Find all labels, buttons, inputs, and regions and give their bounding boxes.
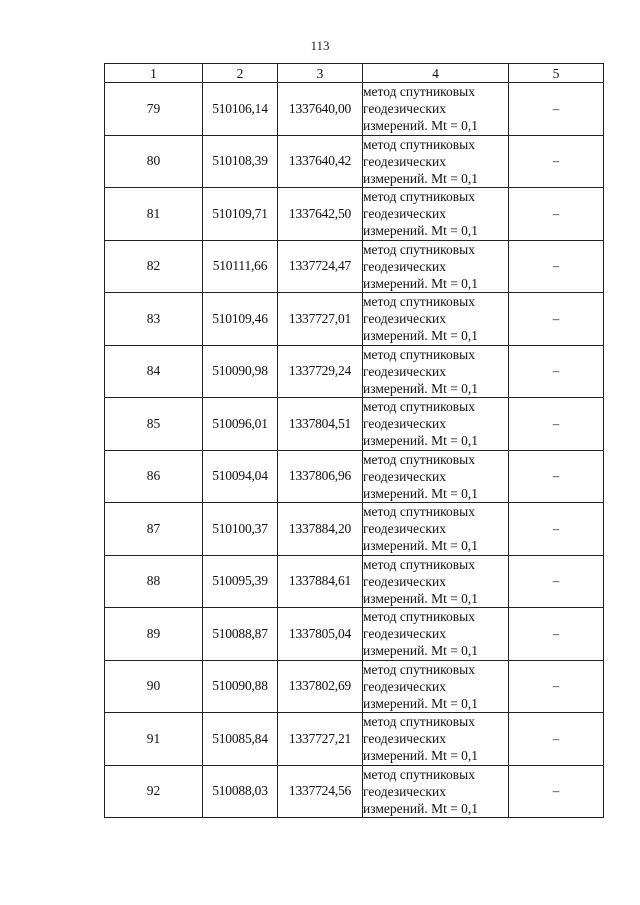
method-line: геодезических — [363, 363, 446, 379]
column-5-value: – — [509, 293, 604, 346]
method-line: измерений. Mt = 0,1 — [363, 275, 479, 291]
coordinate-y: 1337884,20 — [278, 503, 363, 556]
method-line: геодезических — [363, 678, 446, 694]
coordinate-x: 510109,46 — [203, 293, 278, 346]
method-line: геодезических — [363, 468, 446, 484]
coordinate-x: 510090,98 — [203, 345, 278, 398]
point-number: 80 — [105, 135, 203, 188]
column-header-1: 1 — [105, 64, 203, 83]
coordinates-table — [104, 63, 604, 818]
coordinate-y: 1337802,69 — [278, 660, 363, 713]
coordinate-y: 1337640,00 — [278, 83, 363, 136]
method-description — [363, 293, 509, 346]
method-description — [363, 450, 509, 503]
method-description — [363, 660, 509, 713]
table-header-row — [105, 64, 604, 83]
table-body — [105, 83, 604, 818]
table-row — [105, 135, 604, 188]
coordinate-x: 510085,84 — [203, 713, 278, 766]
method-description — [363, 83, 509, 136]
method-line: метод спутниковых — [363, 451, 475, 467]
method-description — [363, 398, 509, 451]
table-row — [105, 503, 604, 556]
coordinate-x: 510111,66 — [203, 240, 278, 293]
method-description — [363, 188, 509, 241]
coordinate-y: 1337727,21 — [278, 713, 363, 766]
point-number: 88 — [105, 555, 203, 608]
coordinate-y: 1337724,47 — [278, 240, 363, 293]
table-row — [105, 240, 604, 293]
method-line: измерений. Mt = 0,1 — [363, 328, 479, 343]
method-line: метод спутниковых — [363, 661, 475, 677]
column-5-value: – — [509, 450, 604, 503]
column-5-value: – — [509, 83, 604, 136]
table-row — [105, 555, 604, 608]
method-description — [363, 713, 509, 766]
method-line: геодезических — [363, 626, 446, 641]
method-description — [363, 503, 509, 556]
method-line: измерений. Mt = 0,1 — [363, 800, 479, 816]
point-number: 84 — [105, 345, 203, 398]
page-number: 113 — [310, 38, 330, 53]
column-5-value: – — [509, 135, 604, 188]
method-line: метод спутниковых — [363, 189, 475, 204]
method-line: метод спутниковых — [363, 84, 475, 99]
column-header-4: 4 — [363, 64, 509, 83]
method-line: метод спутниковых — [363, 609, 475, 624]
method-line: измерений. Mt = 0,1 — [363, 118, 479, 133]
method-description — [363, 135, 509, 188]
method-line: метод спутниковых — [363, 556, 475, 572]
coordinate-y: 1337805,04 — [278, 608, 363, 661]
point-number: 90 — [105, 660, 203, 713]
coordinate-y: 1337727,01 — [278, 293, 363, 346]
column-5-value: – — [509, 555, 604, 608]
method-description — [363, 608, 509, 661]
coordinate-x: 510109,71 — [203, 188, 278, 241]
method-line: геодезических — [363, 206, 446, 221]
table-row — [105, 608, 604, 661]
point-number: 87 — [105, 503, 203, 556]
method-description — [363, 240, 509, 293]
coordinate-y: 1337806,96 — [278, 450, 363, 503]
method-line: метод спутниковых — [363, 294, 475, 309]
column-header-3: 3 — [278, 64, 363, 83]
method-description — [363, 345, 509, 398]
column-5-value: – — [509, 345, 604, 398]
method-line: метод спутниковых — [363, 241, 475, 257]
column-5-value: – — [509, 503, 604, 556]
coordinate-y: 1337642,50 — [278, 188, 363, 241]
method-line: измерений. Mt = 0,1 — [363, 590, 479, 606]
column-5-value: – — [509, 240, 604, 293]
coordinate-y: 1337804,51 — [278, 398, 363, 451]
method-line: измерений. Mt = 0,1 — [363, 485, 479, 501]
table-row — [105, 188, 604, 241]
coordinate-y: 1337884,61 — [278, 555, 363, 608]
method-description — [363, 555, 509, 608]
point-number: 91 — [105, 713, 203, 766]
coordinate-x: 510100,37 — [203, 503, 278, 556]
method-line: геодезических — [363, 731, 446, 746]
table-row — [105, 398, 604, 451]
method-line: метод спутниковых — [363, 399, 475, 414]
method-line: геодезических — [363, 416, 446, 431]
column-5-value: – — [509, 660, 604, 713]
method-line: геодезических — [363, 101, 446, 116]
point-number: 85 — [105, 398, 203, 451]
point-number: 83 — [105, 293, 203, 346]
column-5-value: – — [509, 608, 604, 661]
coordinate-x: 510096,01 — [203, 398, 278, 451]
table-row — [105, 345, 604, 398]
method-line: измерений. Mt = 0,1 — [363, 748, 479, 763]
column-5-value: – — [509, 188, 604, 241]
column-5-value: – — [509, 398, 604, 451]
table-row — [105, 450, 604, 503]
method-description — [363, 765, 509, 818]
method-line: геодезических — [363, 783, 446, 799]
method-line: измерений. Mt = 0,1 — [363, 223, 479, 238]
coordinate-x: 510094,04 — [203, 450, 278, 503]
point-number: 89 — [105, 608, 203, 661]
coordinate-x: 510108,39 — [203, 135, 278, 188]
table-row — [105, 765, 604, 818]
method-line: измерений. Mt = 0,1 — [363, 538, 479, 553]
column-header-2: 2 — [203, 64, 278, 83]
point-number: 81 — [105, 188, 203, 241]
method-line: измерений. Mt = 0,1 — [363, 170, 479, 186]
point-number: 82 — [105, 240, 203, 293]
method-line: геодезических — [363, 521, 446, 536]
method-line: геодезических — [363, 311, 446, 326]
coordinate-x: 510088,87 — [203, 608, 278, 661]
method-line: измерений. Mt = 0,1 — [363, 433, 479, 448]
coordinate-y: 1337724,56 — [278, 765, 363, 818]
method-line: измерений. Mt = 0,1 — [363, 695, 479, 711]
method-line: метод спутниковых — [363, 766, 475, 782]
method-line: метод спутниковых — [363, 136, 475, 152]
point-number: 79 — [105, 83, 203, 136]
table-row — [105, 83, 604, 136]
table-row — [105, 660, 604, 713]
method-line: измерений. Mt = 0,1 — [363, 643, 479, 658]
column-5-value: – — [509, 765, 604, 818]
method-line: измерений. Mt = 0,1 — [363, 380, 479, 396]
method-line: метод спутниковых — [363, 346, 475, 362]
coordinate-y: 1337729,24 — [278, 345, 363, 398]
coordinate-x: 510095,39 — [203, 555, 278, 608]
point-number: 86 — [105, 450, 203, 503]
method-line: метод спутниковых — [363, 504, 475, 519]
method-line: геодезических — [363, 153, 446, 169]
column-5-value: – — [509, 713, 604, 766]
coordinate-x: 510106,14 — [203, 83, 278, 136]
coordinate-x: 510088,03 — [203, 765, 278, 818]
method-line: геодезических — [363, 573, 446, 589]
column-header-5: 5 — [509, 64, 604, 83]
coordinate-x: 510090,88 — [203, 660, 278, 713]
method-line: метод спутниковых — [363, 714, 475, 729]
point-number: 92 — [105, 765, 203, 818]
coordinate-y: 1337640,42 — [278, 135, 363, 188]
table-row — [105, 713, 604, 766]
table-row — [105, 293, 604, 346]
method-line: геодезических — [363, 258, 446, 274]
